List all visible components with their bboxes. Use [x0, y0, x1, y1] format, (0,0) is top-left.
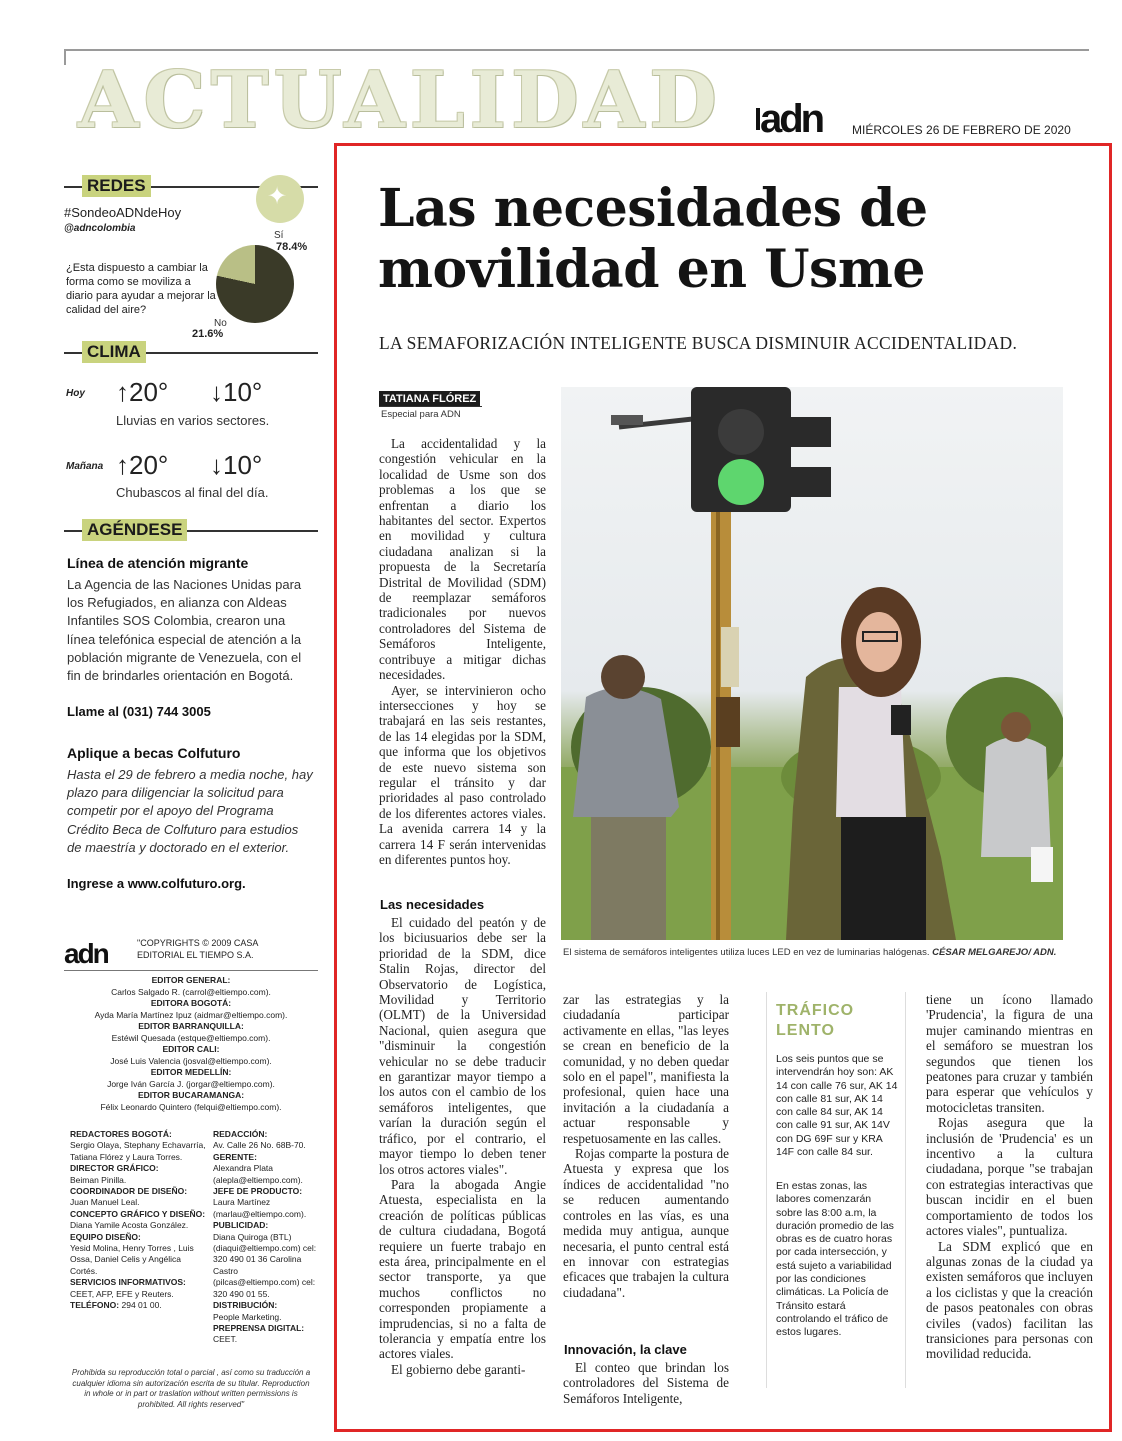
- today-low: ↓10°: [210, 377, 263, 407]
- phone: [891, 705, 911, 735]
- credit-name: Estéwil Quesada (estque@eltiempo.com).: [111, 1032, 271, 1043]
- staff-credits-right: [213, 1129, 318, 1346]
- credit-role: EDITOR GENERAL:: [151, 975, 231, 985]
- copyright-notice: "COPYRIGHTS © 2009 CASA EDITORIAL EL TIEMPO S.A.: [137, 938, 258, 960]
- credit-name: Ayda María Martínez Ipuz (aidmar@eltiempo.com).: [94, 1009, 288, 1020]
- paragraph: Para la abogada Angie Atuesta, especialista en la creación de políticas públicas de cultura ciudadana, Bogotá requiere un fuerte trabajo en esta área, principalmente en el sector transporte, ya que muchos conflictos no corresponden propiamente a imprudencias, si no a falta de tolerancia y empatía entre los actores viales.: [379, 1176, 546, 1362]
- light-visor: [776, 417, 831, 447]
- credit-name: Jorge Iván García J. (jorgar@eltiempo.com).: [107, 1078, 275, 1089]
- staff-credits-left: [70, 1129, 210, 1312]
- top-rule-tick: [64, 49, 66, 65]
- held-paper: [1031, 847, 1053, 882]
- subtitle-necesidades: Las necesidades: [380, 897, 485, 912]
- clima-heading: [64, 341, 318, 363]
- credit-role: SERVICIOS INFORMATIVOS:: [70, 1277, 186, 1288]
- tomorrow-description: Chubascos al final del día.: [116, 485, 269, 500]
- light-off: [718, 409, 764, 455]
- light-visor: [776, 467, 831, 497]
- paragraph: El cuidado del peatón y de los biciusuarios debe ser la prioridad de la SDM, dice Stalin Rojas, director del Observatorio de Logística, Movilidad y Territorio (OLMT) de la Universidad Nacional, quien asegura que "disminuir la congestión vehicular no se debe traducir en garantizar mayor tiempo a los autos con el cambio de los semáforos inteligentes, que varían la duración según el tráfico, por el contrario, el mayor tiempo lo deben tener los otros actores viales".: [379, 915, 546, 1177]
- photo-illustration: [561, 387, 1063, 940]
- credit-role: EDITORA BOGOTÁ:: [150, 998, 232, 1008]
- credit-role: PREPRENSA DIGITAL:: [213, 1322, 305, 1333]
- paragraph: tiene un ícono llamado 'Prudencia', la figura de una mujer caminando mientras en el semáforo se muestran los segundos que tienen los peatones para cruzar y también para esperar que vehículos y motocicletas transiten.: [926, 992, 1093, 1115]
- item-title-colfuturo: Aplique a becas Colfuturo: [67, 745, 241, 761]
- credit-name: 294 01 00.: [121, 1300, 162, 1311]
- background-person-head: [1001, 712, 1031, 742]
- photo-caption: [563, 947, 1063, 958]
- credit-role: CONCEPTO GRÁFICO Y DISEÑO:: [70, 1208, 206, 1219]
- credit-role: EDITOR BUCARAMANGA:: [137, 1090, 245, 1100]
- credit-role: COORDINADOR DE DISEÑO:: [70, 1186, 188, 1197]
- paragraph: La accidentalidad y la congestión vehicular en la localidad de Usme son dos problemas a los que se enfrentan a diario los habitantes del sector. Expertos en movilidad y cultura ciudadana analizan si la propuesta de la Secretaría Distrital de Movilidad (SDM) de reemplazar semáforos tradicionales por nuevos controladores del Sistema de Semáforos Inteligente, contribuye a mitigar dichas necesidades.: [379, 436, 546, 683]
- byline-rule: [379, 406, 482, 407]
- article-subhead: LA SEMAFORIZACIÓN INTELIGENTE BUSCA DISMINUIR ACCIDENTALIDAD.: [379, 333, 1018, 353]
- credit-role: TELÉFONO:: [70, 1300, 120, 1311]
- photo-credit: CÉSAR MELGAREJO/ ADN.: [932, 947, 1057, 958]
- paragraph: Rojas comparte la postura de Atuesta y expresa que los índices de accidentalidad "no se reducen aumentando controles en las vías, es una medida muy antigua, aunque necesaria, el punto central está en innovar con estrategias eficaces que trabajen la cultura ciudadana".: [563, 1146, 729, 1300]
- poll-yes-value: 78.4%: [276, 241, 308, 253]
- credit-name: People Marketing.: [213, 1311, 282, 1322]
- man-trousers: [591, 817, 666, 940]
- sidebar-details: En estas zonas, las labores comenzarán sobre las 8:00 a.m, la duración promedio de las obras es de cuatro horas por cada intersección, y está sujeto a variabilidad por las condiciones climáticas. La Policía de Tránsito estará controlando el tráfico de estos lugares.: [776, 1180, 894, 1339]
- footer-rule: [64, 970, 318, 971]
- article-headline: Las necesidades de movilidad en Usme: [378, 178, 928, 300]
- lamp-head: [611, 415, 643, 425]
- tomorrow-label: Mañana: [66, 461, 104, 472]
- article-column-1-cont: [379, 915, 546, 1377]
- pole-sticker: [721, 627, 739, 687]
- credit-role: REDACCIÓN:: [213, 1129, 268, 1139]
- subtitle-innovacion: Innovación, la clave: [564, 1342, 687, 1357]
- tomorrow-low: ↓10°: [210, 450, 263, 480]
- credit-role: EQUIPO DISEÑO:: [70, 1231, 141, 1242]
- poll-no-label: No: [214, 318, 227, 329]
- item-call-migrante: Llame al (031) 744 3005: [67, 704, 211, 719]
- paragraph: Rojas asegura que la inclusión de 'Prudencia' es un incentivo a la cultura ciudadana, porque "se trabajan con estrategias interactivas que buscan incidir en el buen comportamiento de todos los actores viales", puntualiza.: [926, 1115, 1093, 1239]
- paragraph: zar las estrategias y la ciudadanía participar activamente en ellas, "las leyes se crean en beneficio de la comunidad, y no deben quedar solo en el papel", manifiesta la profesional, quien hace una invitación a la ciudadanía a actuar responsable y respetuosamente en las calles.: [563, 992, 729, 1146]
- paragraph: El gobierno debe garanti-: [391, 1361, 526, 1377]
- publication-date: MIÉRCOLES 26 DE FEBRERO DE 2020: [852, 123, 1071, 137]
- item-link-colfuturo[interactable]: Ingrese a www.colfuturo.org.: [67, 876, 246, 891]
- social-handle: @adncolombia: [64, 223, 136, 234]
- credit-name: Alexandra Plata (alepla@eltiempo.com).: [213, 1163, 303, 1185]
- top-rule: [64, 49, 1089, 51]
- today-high: ↑20°: [116, 377, 169, 407]
- pole-box: [716, 697, 740, 747]
- redes-label: REDES: [82, 175, 151, 197]
- credit-name: Av. Calle 26 No. 68B-70.: [213, 1140, 306, 1151]
- agendese-label: AGÉNDESE: [82, 519, 187, 541]
- credit-role: DIRECTOR GRÁFICO:: [70, 1163, 159, 1174]
- traffic-light-photo: [561, 387, 1063, 940]
- credit-name: CEET.: [213, 1334, 238, 1345]
- background-person: [981, 737, 1051, 857]
- credit-role: GERENTE:: [213, 1151, 257, 1162]
- clima-section: [64, 341, 318, 511]
- credit-name: Sergio Olaya, Stephany Echavarría, Tatiana Flórez y Laura Torres.: [70, 1140, 206, 1162]
- editors-list: [64, 975, 318, 1113]
- credit-role: PUBLICIDAD:: [213, 1220, 269, 1231]
- section-title: ACTUALIDAD: [78, 55, 722, 146]
- sidebar-title: TRÁFICO LENTO: [776, 1002, 855, 1039]
- paragraph: La SDM explicó que en algunas zonas de la ciudad ya existen semáforos que incluyen a los ciclistas y que la creación de pasos peatonales con obras civiles (vados) facilitan las transiciones para personas con movilidad reducida.: [926, 1238, 1093, 1362]
- poll-no-value: 21.6%: [192, 328, 224, 340]
- credit-name: CEET, AFP, EFE y Reuters.: [70, 1288, 174, 1299]
- author-role: Especial para ADN: [381, 409, 461, 420]
- credit-role: DISTRIBUCIÓN:: [213, 1300, 278, 1311]
- credit-name: Carlos Salgado R. (carrol@eltiempo.com).: [111, 986, 271, 997]
- item-body-migrante: La Agencia de las Naciones Unidas para los Refugiados, en alianza con Aldeas Infantiles SOS Colombia, crearon una línea telefónica especial de atención a la población migrante de Venezuela, con el fin de brindarles orientación en Bogotá.: [67, 577, 302, 684]
- brand-logo: adn: [760, 97, 823, 141]
- credit-role: EDITOR BARRANQUILLA:: [138, 1021, 244, 1031]
- clima-label: CLIMA: [82, 341, 146, 363]
- poll-yes-label: Sí: [274, 230, 284, 241]
- redes-section: [64, 175, 318, 345]
- paragraph: El conteo que brindan los controladores del Sistema de Semáforos Inteligente,: [563, 1360, 729, 1406]
- credit-name: Yesid Molina, Henry Torres , Luis Ossa, Daniel Celis y Angélica Cortés.: [70, 1243, 194, 1276]
- sidebar-points: Los seis puntos que se intervendrán hoy son: AK 14 con calle 76 sur, AK 14 con calle 81 sur, AK 14 con calle 84 sur, AK 14 con calle 91 sur, AK 14V con DG 69F sur y KRA 14F con calle 84 sur.: [776, 1053, 898, 1159]
- credit-role: JEFE DE PRODUCTO:: [213, 1186, 303, 1197]
- item-title-migrante: Línea de atención migrante: [67, 555, 249, 571]
- poll-hashtag: #SondeoADNdeHoy: [64, 205, 182, 220]
- paragraph: Ayer, se intervinieron ocho intersecciones y hoy se trabajará en las seis restantes, de las 14 elegidas por la SDM, que informa que los objetivos de este nuevo sistema son regular el tránsito y dar prioridades al paso controlado de los diferentes actores viales. La avenida carrera 14 y la carrera 14 F serán intervenidas en diferentes puntos hoy.: [379, 682, 546, 867]
- credit-name: Juan Manuel Leal.: [70, 1197, 140, 1208]
- credit-name: Diana Yamile Acosta González.: [70, 1220, 189, 1231]
- credit-role: EDITOR CALI:: [162, 1044, 220, 1054]
- today-label: Hoy: [66, 388, 85, 399]
- poll-pie-chart: [216, 245, 294, 323]
- light-green: [718, 459, 764, 505]
- article-column-2-cont: [563, 1360, 729, 1406]
- tomorrow-high: ↑20°: [116, 450, 169, 480]
- author-name: TATIANA FLÓREZ: [379, 391, 480, 407]
- woman-skirt: [841, 817, 926, 940]
- agendese-heading: [64, 519, 318, 541]
- credit-name: Félix Leonardo Quintero (felqui@eltiempo.com).: [100, 1101, 282, 1112]
- credit-role: EDITOR MEDELLÍN:: [150, 1067, 232, 1077]
- twitter-bird-icon: ✦: [267, 183, 288, 210]
- article-column-2: [563, 992, 729, 1300]
- agendese-section: [64, 519, 318, 891]
- item-body-colfuturo: Hasta el 29 de febrero a media noche, hay plazo para diligenciar la solicitud para competir por el apoyo del Programa Crédito Beca de Colfuturo para estudios de maestría y doctorado en el exterior.: [67, 767, 313, 855]
- footer-logo: adn: [64, 938, 108, 969]
- article-column-3: [926, 992, 1093, 1362]
- article-column-1: [379, 436, 546, 867]
- caption-text: El sistema de semáforos inteligentes utiliza luces LED en vez de luminarias halógenas.: [563, 947, 930, 958]
- man-head: [601, 655, 645, 699]
- reproduction-notice: Prohibida su reproducción total o parcial , así como su traducción a cualquier idioma sin autorización escrita de su titular. Reproduction in whole or in part or traslation without written permissions is prohibited. All rights reserved": [71, 1368, 311, 1409]
- credit-role: REDACTORES BOGOTÁ:: [70, 1129, 172, 1139]
- today-description: Lluvias en varios sectores.: [116, 413, 270, 428]
- credit-name: Beiman Pinilla.: [70, 1174, 127, 1185]
- credit-name: Laura Martínez (marlau@eltiempo.com).: [213, 1197, 307, 1219]
- poll-question: ¿Esta dispuesto a cambiar la forma como se moviliza a diario para ayudar a mejorar la calidad del aire?: [66, 262, 216, 316]
- credit-name: José Luis Valencia (josval@eltiempo.com).: [110, 1055, 272, 1066]
- credit-name: Diana Quiroga (BTL) (diaqui@eltiempo.com) cel: 320 490 01 36 Carolina Castro (pilcas@eltiempo.com) cel: 320 490 01 55.: [213, 1231, 317, 1299]
